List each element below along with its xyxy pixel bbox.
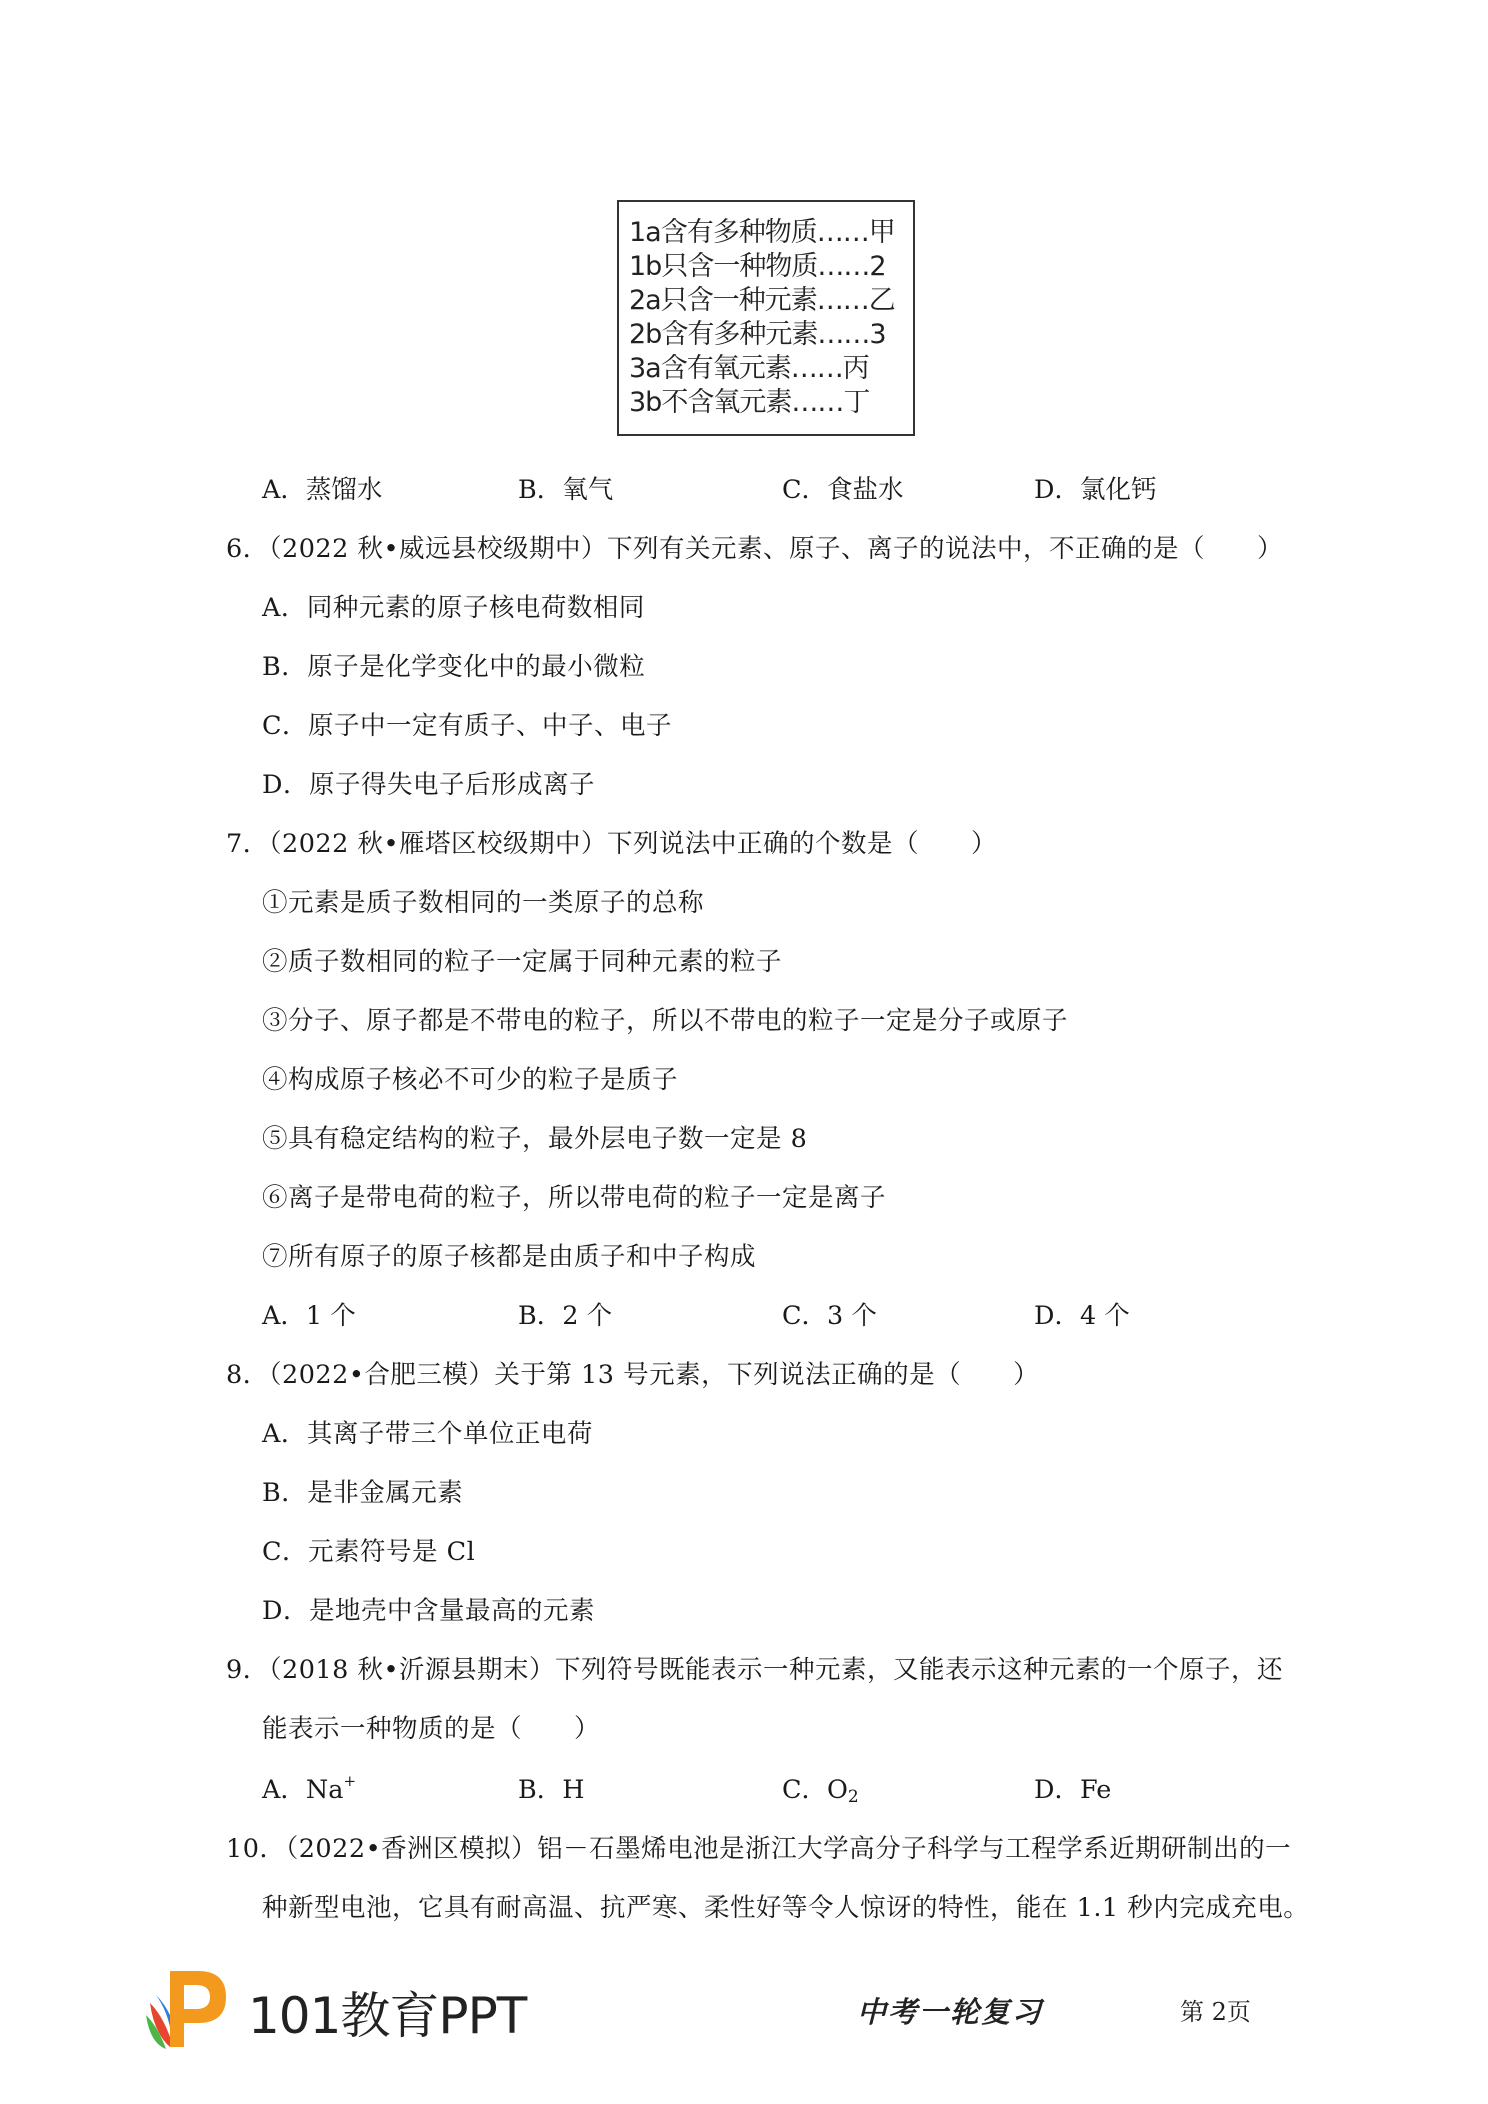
q5-option-b: B．氧气 [518, 475, 614, 505]
q10-line2: 种新型电池，它具有耐高温、抗严寒、柔性好等令人惊讶的特性，能在 1.1 秒内完成充电。 [262, 1893, 1310, 1923]
q8-option-c: C．元素符号是 Cl [262, 1537, 476, 1567]
q9-option-a [262, 1770, 356, 1806]
q9-option-a-text: A．Na [262, 1775, 344, 1805]
q7-stem: 7．（2022 秋•雁塔区校级期中）下列说法中正确的个数是（ ） [226, 829, 998, 859]
q6-option-b: B．原子是化学变化中的最小微粒 [262, 652, 646, 682]
q7-statement: ⑦所有原子的原子核都是由质子和中子构成 [262, 1242, 757, 1272]
q9-option-d: D．Fe [1034, 1775, 1112, 1805]
q7-statement: ⑤具有稳定结构的粒子，最外层电子数一定是 8 [262, 1124, 808, 1154]
q5-option-d: D．氯化钙 [1034, 475, 1157, 505]
q6-option-a: A．同种元素的原子核电荷数相同 [262, 593, 645, 623]
q9-stem-line1: 9．（2018 秋•沂源县期末）下列符号既能表示一种元素，又能表示这种元素的一个原子，还 [226, 1655, 1284, 1685]
q7-statement: ⑥离子是带电荷的粒子，所以带电荷的粒子一定是离子 [262, 1183, 887, 1213]
q7-statement: ①元素是质子数相同的一类原子的总称 [262, 888, 705, 918]
q6-option-c: C．原子中一定有质子、中子、电子 [262, 711, 673, 741]
q7-option-a: A．1 个 [262, 1301, 356, 1331]
q7-statement: ③分子、原子都是不带电的粒子，所以不带电的粒子一定是分子或原子 [262, 1006, 1069, 1036]
q8-stem: 8．（2022•合肥三模）关于第 13 号元素，下列说法正确的是（ ） [226, 1360, 1040, 1390]
q6-option-d: D．原子得失电子后形成离子 [262, 770, 595, 800]
q9-option-a-charge: + [343, 1772, 357, 1790]
brand-logo-icon [140, 1963, 232, 2055]
q8-option-d: D．是地壳中含量最高的元素 [262, 1596, 595, 1626]
key-line: 1b只含一种物质……2 [629, 251, 886, 282]
q7-statement: ④构成原子核必不可少的粒子是质子 [262, 1065, 679, 1095]
page-number: 第 2页 [1180, 1998, 1251, 2026]
q7-option-c: C．3 个 [782, 1301, 877, 1331]
q8-option-b: B．是非金属元素 [262, 1478, 464, 1508]
brand-name: 101教育PPT [248, 1987, 527, 2045]
q7-option-b: B．2 个 [518, 1301, 613, 1331]
classification-key-box [617, 200, 915, 436]
q9-option-c-subscript: 2 [847, 1787, 859, 1807]
key-line: 3a含有氧元素……丙 [629, 353, 869, 384]
q9-option-c [782, 1770, 859, 1806]
q8-option-a: A．其离子带三个单位正电荷 [262, 1419, 593, 1449]
q7-statement: ②质子数相同的粒子一定属于同种元素的粒子 [262, 947, 783, 977]
key-line: 2b含有多种元素……3 [629, 319, 886, 350]
q9-stem-line2: 能表示一种物质的是（ ） [262, 1714, 601, 1744]
q7-option-d: D．4 个 [1034, 1301, 1130, 1331]
q10-line1: 10．（2022•香洲区模拟）铝－石墨烯电池是浙江大学高分子科学与工程学系近期研制出的一 [226, 1834, 1292, 1864]
key-line: 2a只含一种元素……乙 [629, 285, 895, 316]
q9-option-c-text: C．O [782, 1775, 848, 1805]
q5-option-a: A．蒸馏水 [262, 475, 383, 505]
key-line: 3b不含氧元素……丁 [629, 387, 870, 418]
footer-review-title: 中考一轮复习 [857, 1995, 1044, 2029]
q6-stem: 6．（2022 秋•威远县校级期中）下列有关元素、原子、离子的说法中，不正确的是（ ） [226, 534, 1284, 564]
key-line: 1a含有多种物质……甲 [629, 217, 895, 248]
q5-option-c: C．食盐水 [782, 475, 904, 505]
q9-option-b: B．H [518, 1775, 585, 1805]
